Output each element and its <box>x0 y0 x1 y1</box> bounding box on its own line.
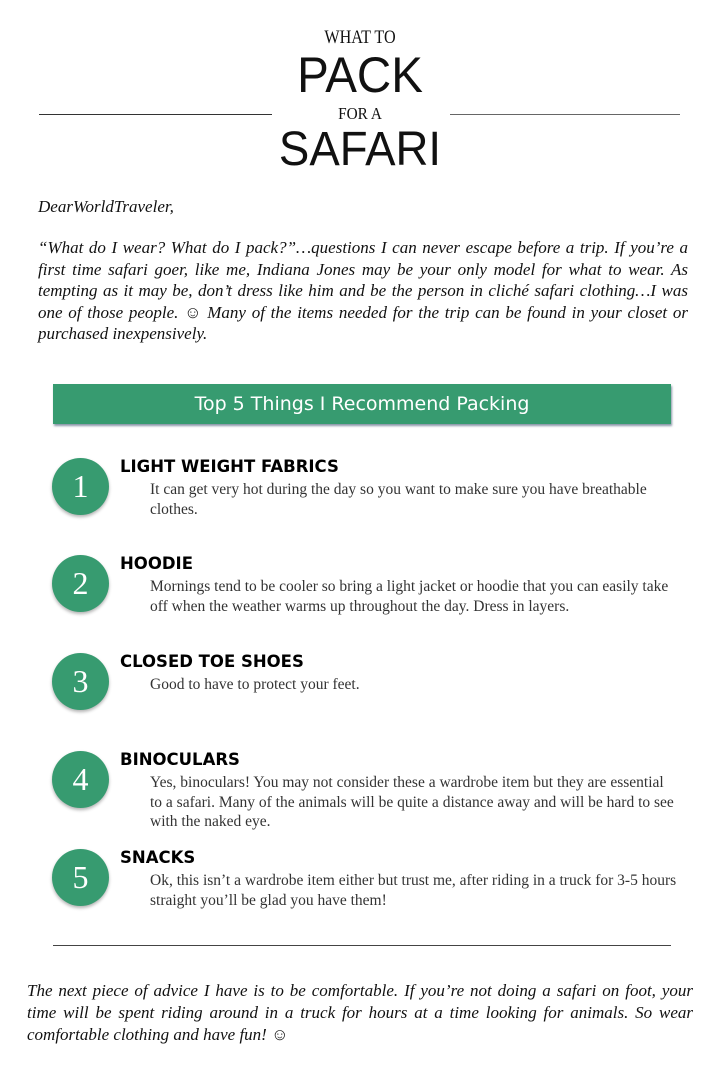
item-title: BINOCULARS <box>120 750 240 769</box>
item-description: Yes, binoculars! You may not consider these a wardrobe item but they are essential to a safari. Many of the animals will be quite a distance away and will be hard to see with the naked eye. <box>150 774 674 830</box>
item-title: SNACKS <box>120 848 196 867</box>
number-badge: 1 <box>52 458 109 515</box>
number-badge: 2 <box>52 555 109 612</box>
greeting: DearWorldTraveler, <box>38 197 174 216</box>
title-what-to: WHAT TO <box>324 27 396 48</box>
list-item <box>52 458 692 548</box>
item-description: Mornings tend to be cooler so bring a light jacket or hoodie that you can easily take off when the weather warms up throughout the day. Dress in layers. <box>150 578 669 615</box>
list-item <box>52 555 692 645</box>
bottom-divider <box>53 945 671 946</box>
number-badge: 4 <box>52 751 109 808</box>
list-item <box>52 653 692 743</box>
list-item <box>52 849 692 939</box>
section-banner <box>53 384 671 424</box>
banner-label: Top 5 Things I Recommend Packing <box>194 393 530 415</box>
title-rule-right <box>450 114 680 115</box>
item-description: It can get very hot during the day so you want to make sure you have breathable clothes. <box>150 481 647 518</box>
number-badge: 3 <box>52 653 109 710</box>
list-item <box>52 751 692 841</box>
item-description: Good to have to protect your feet. <box>150 676 360 693</box>
intro-paragraph: “What do I wear? What do I pack?”…questions I can never escape before a trip. If you’re a first time safari goer, like me, Indiana Jones may be your only model for what to wear. As tempting as it may be, don’t dress like him and be the person in cliché safari clothing…I was one of those people. ☺ Many of the items needed for the trip can be found in your closet or purchased inexpensively. <box>38 238 688 343</box>
item-title: CLOSED TOE SHOES <box>120 652 304 671</box>
title-safari: SAFARI <box>278 123 442 176</box>
title-block <box>0 0 720 180</box>
item-title: LIGHT WEIGHT FABRICS <box>120 457 339 476</box>
item-title: HOODIE <box>120 554 193 573</box>
closing-paragraph: The next piece of advice I have is to be comfortable. If you’re not doing a safari on foot, your time will be spent riding around in a truck for hours at a time looking for animals. So wear comfortable clothing and have fun! ☺ <box>27 981 693 1044</box>
number-badge: 5 <box>52 849 109 906</box>
title-for-a: FOR A <box>338 104 382 123</box>
item-description: Ok, this isn’t a wardrobe item either but trust me, after riding in a truck for 3-5 hours straight you’ll be glad you have them! <box>150 872 677 909</box>
title-pack: PACK <box>297 47 423 103</box>
